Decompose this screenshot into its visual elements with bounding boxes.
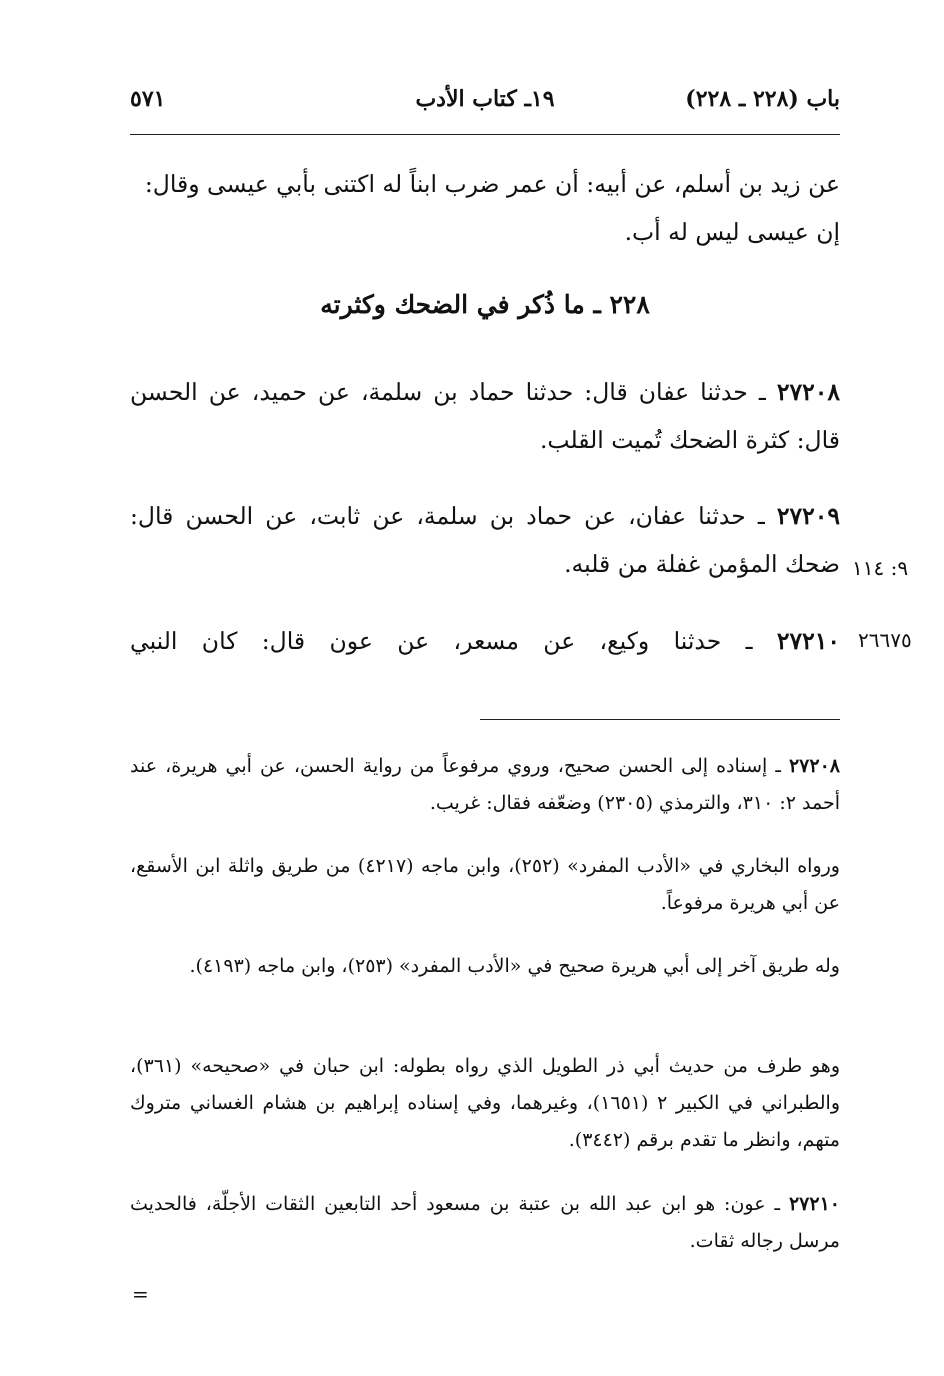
footnote-text: ورواه البخاري في «الأدب المفرد» (٢٥٢)، وابن ماجه (٤٢١٧) من طريق واثلة ابن الأسقع، عن أبي هريرة مرفوعاً.: [130, 855, 840, 914]
chapter-heading: باب (٢٢٨ ـ ٢٢٨): [685, 86, 840, 112]
hadith-27210: [130, 617, 840, 665]
intro-line-1: عن زيد بن أسلم، عن أبيه: أن عمر ضرب ابناً له اكتنى بأبي عيسى وقال:: [144, 170, 840, 198]
hadith-number: ٢٧٢٠٨: [776, 378, 840, 406]
book-title: ١٩ـ كتاب الأدب: [415, 86, 555, 112]
header-divider: [130, 134, 840, 135]
hadith-number: ٢٧٢٠٩: [776, 502, 840, 530]
page-header: [130, 86, 840, 126]
footnote-text: ـ عون: هو ابن عبد الله بن عتبة بن مسعود أحد التابعين الثقات الأجلّة، فالحديث مرسل رجاله ثقات.: [130, 1193, 840, 1252]
intro-text: [130, 160, 840, 256]
hadith-27208: [130, 368, 840, 464]
footnote-divider: [480, 719, 840, 720]
footnote-number: ٢٧٢٠٨: [788, 755, 840, 777]
footnote-number: ٢٧٢١٠: [788, 1193, 840, 1215]
footnote-text: وله طريق آخر إلى أبي هريرة صحيح في «الأدب المفرد» (٢٥٣)، وابن ماجه (٤١٩٣).: [189, 955, 840, 977]
hadith-27209: [130, 492, 840, 588]
footnote-paragraph: [130, 848, 840, 922]
footnote-27210: [130, 1186, 840, 1260]
footnote-27208: [130, 748, 840, 822]
footnote-paragraph: [130, 1048, 840, 1159]
footnote-paragraph: [130, 948, 840, 985]
margin-reference: ٢٦٦٧٥: [858, 628, 912, 652]
hadith-text: ـ حدثنا وكيع، عن مسعر، عن عون قال: كان النبي: [130, 627, 753, 655]
continuation-mark: =: [132, 1282, 149, 1306]
footnote-text: ـ إسناده إلى الحسن صحيح، وروي مرفوعاً من رواية الحسن، عن أبي هريرة، عند أحمد ٢: ٣١٠، والترمذي (٢٣٠٥) وضعّفه فقال: غريب.: [130, 755, 840, 814]
page-number: ٥٧١: [130, 86, 166, 112]
section-title: ٢٢٨ ـ ما ذُكر في الضحك وكثرته: [320, 290, 650, 319]
hadith-number: ٢٧٢١٠: [776, 627, 840, 655]
hadith-text: ـ حدثنا عفان، عن حماد بن سلمة، عن ثابت، عن الحسن قال: ضحك المؤمن غفلة من قلبه.: [130, 502, 840, 578]
footnote-text: وهو طرف من حديث أبي ذر الطويل الذي رواه بطوله: ابن حبان في «صحيحه» (٣٦١)، والطبراني في الكبير ٢ (١٦٥١)، وغيرهما، وفي إسناده إبراهيم بن هشام الغساني متروك متهم، وانظر ما تقدم برقم (٣٤٤٢).: [130, 1055, 840, 1151]
hadith-text: ـ حدثنا عفان قال: حدثنا حماد بن سلمة، عن حميد، عن الحسن قال: كثرة الضحك تُميت القلب.: [130, 378, 840, 454]
margin-reference: ٩: ١١٤: [852, 556, 909, 580]
intro-line-2: إن عيسى ليس له أب.: [624, 218, 840, 246]
